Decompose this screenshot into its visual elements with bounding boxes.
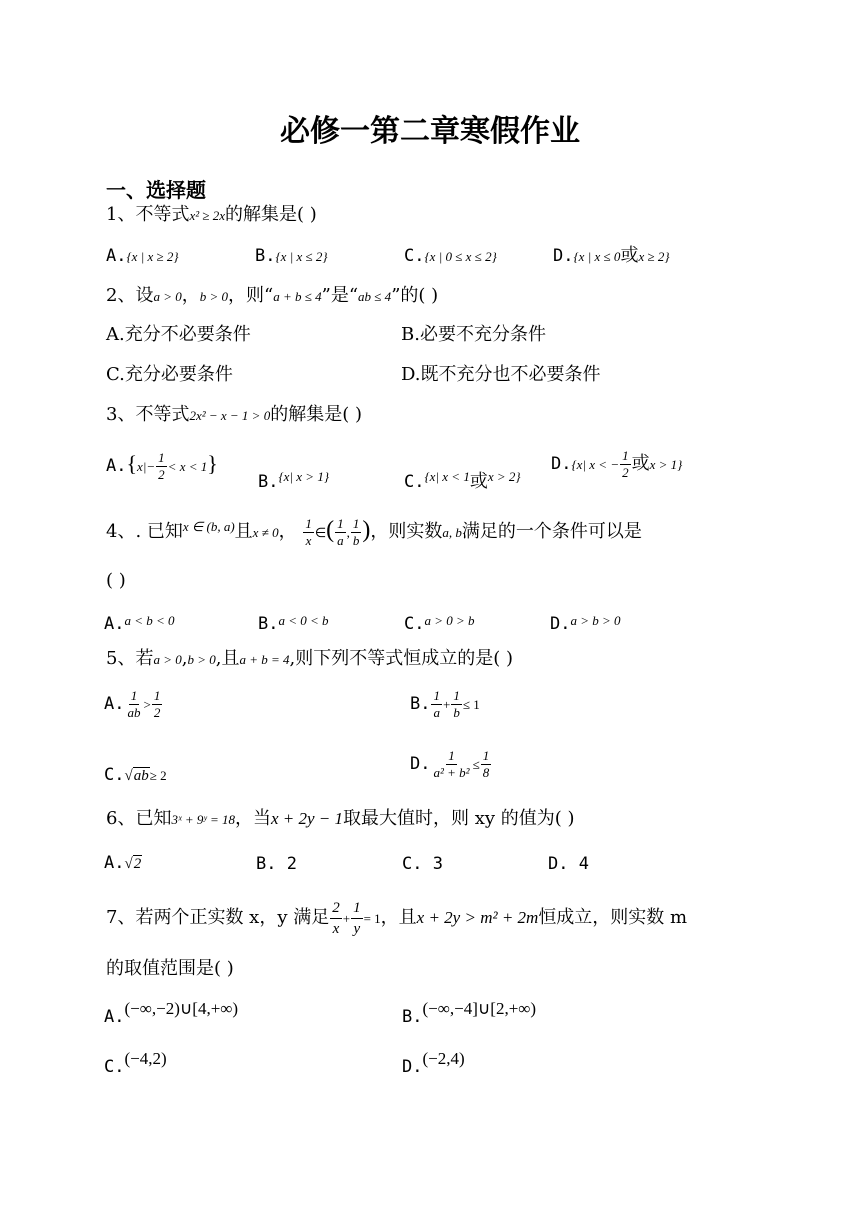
q3-option-c: C.$^{\{x| x < 1}$或$^{x > 2\}}$ bbox=[404, 469, 521, 492]
q1-expression: x² ≥ 2x bbox=[189, 208, 226, 223]
q1-option-d: D.{x | x ≤ 0或x ≥ 2} bbox=[553, 245, 670, 266]
section-heading: 一、选择题 bbox=[106, 178, 206, 202]
page-title: 必修一第二章寒假作业 bbox=[280, 114, 580, 149]
q1-option-c: C.{x | 0 ≤ x ≤ 2} bbox=[404, 246, 497, 266]
q2-option-c: C.充分必要条件 bbox=[106, 364, 233, 385]
q4-option-b: B.$^{a < 0 < b}$ bbox=[258, 613, 329, 634]
question-3-stem: 3、不等式2x² − x − 1 > 0的解集是( ) bbox=[106, 404, 362, 425]
q2-option-b: B.必要不充分条件 bbox=[401, 324, 546, 345]
q3-option-b: B.$^{\{x| x > 1\}}$ bbox=[258, 469, 330, 492]
question-2-stem: 2、设a > 0，b > 0，则“a + b ≤ 4”是“ab ≤ 4”的( ) bbox=[106, 285, 439, 306]
q7-option-c: C.(−4,2) bbox=[104, 1049, 167, 1077]
question-1-stem: 1、不等式x² ≥ 2x的解集是( ) bbox=[106, 204, 317, 225]
q5-option-d: D. $\frac{1}{\text{a² + b²}}$ ≤ $\frac{1}{8}$ bbox=[410, 747, 490, 780]
q5-option-a: A. $\frac{1}{ab}$ > $\frac{1}{2}$ bbox=[104, 687, 161, 720]
q6-option-c: C. 3 bbox=[402, 854, 443, 874]
question-4-paren: ( ) bbox=[106, 570, 126, 591]
question-7-stem: 7、若两个正实数 x，y 满足 $\frac{2}{x}$ + $\frac{1}{y}$ = 1，且x + 2y > m² + 2m恒成立，则实数 m bbox=[106, 899, 688, 937]
q2-option-a: A.充分不必要条件 bbox=[106, 324, 251, 345]
q3-option-d: D.{x| x < − $\frac{1}{2}$ 或x > 1} bbox=[551, 447, 683, 480]
q4-option-d: D.$^{a > b > 0}$ bbox=[550, 613, 621, 634]
q7-option-d: D.(−2,4) bbox=[402, 1049, 465, 1077]
q6-option-b: B. 2 bbox=[256, 854, 297, 874]
q6-option-d: D. 4 bbox=[548, 854, 589, 874]
q1-option-a: A.{x | x ≥ 2} bbox=[106, 246, 179, 266]
q7-option-a: A.(−∞,−2)∪[4,+∞) bbox=[104, 999, 239, 1027]
q5-option-c: C.√ab≥ 2 bbox=[104, 765, 167, 785]
q1-option-b: B.{x | x ≤ 2} bbox=[255, 246, 328, 266]
q3-option-a: A.{x|− $\frac{1}{2}$ < x < 1} bbox=[106, 449, 218, 482]
q4-option-a: A.$^{a < b < 0}$ bbox=[104, 613, 175, 634]
q5-option-b: B. $\frac{1}{a}$ + $\frac{1}{b}$ ≤ 1 bbox=[410, 687, 480, 720]
q2-option-d: D.既不充分也不必要条件 bbox=[401, 364, 601, 385]
question-4-stem: 4、. 已知$^{x \in (b, a)}$且x ≠ 0， $\frac{1}{x}$ ∈( $\frac{1}{a}$ , $\frac{1}{b}$ )，则实数a, b满足的一个条件可以是 bbox=[106, 515, 642, 548]
question-7-line2: 的取值范围是( ) bbox=[106, 958, 234, 979]
question-6-stem: 6、已知3ˣ + 9ʸ = 18，当x + 2y − 1取最大值时，则 xy 的值为( ) bbox=[106, 808, 575, 829]
q4-option-c: C.$^{a > 0 > b}$ bbox=[404, 613, 475, 634]
q6-option-a: A.√2 bbox=[104, 853, 142, 873]
question-5-stem: 5、若a > 0,b > 0,且a + b = 4,则下列不等式恒成立的是( ) bbox=[106, 648, 514, 669]
q7-option-b: B.(−∞,−4]∪[2,+∞) bbox=[402, 999, 537, 1027]
